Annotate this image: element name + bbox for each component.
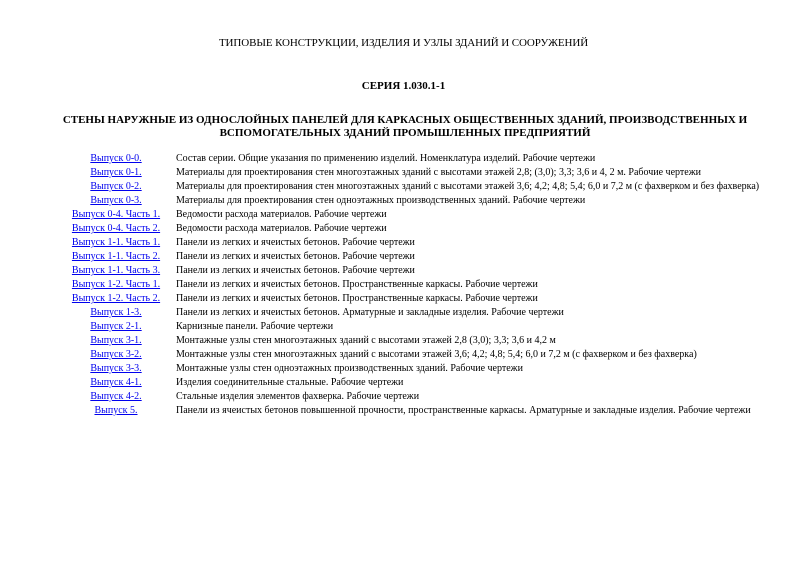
issue-link[interactable]: Выпуск 1-2. Часть 1.	[71, 279, 161, 290]
issue-description: Панели из легких и ячеистых бетонов. Пространственные каркасы. Рабочие чертежи	[176, 279, 538, 290]
table-row	[56, 363, 762, 377]
issues-table	[56, 153, 762, 419]
issue-description: Карнизные панели. Рабочие чертежи	[176, 321, 334, 332]
issue-description: Материалы для проектирования стен многоэтажных зданий с высотами этажей 2,8; (3,0); 3,3; 3,6 и 4, 2 м. Рабочие чертежи	[176, 167, 701, 178]
issue-link[interactable]: Выпуск 2-1.	[90, 321, 142, 332]
issue-link[interactable]: Выпуск 1-3.	[90, 307, 142, 318]
issue-link[interactable]: Выпуск 0-3.	[90, 195, 142, 206]
table-row	[56, 223, 762, 237]
issue-link[interactable]: Выпуск 1-1. Часть 1.	[71, 237, 161, 248]
issue-description: Состав серии. Общие указания по применению изделий. Номенклатура изделий. Рабочие чертежи	[176, 153, 596, 164]
table-row	[56, 405, 762, 419]
issue-description: Панели из легких и ячеистых бетонов. Пространственные каркасы. Рабочие чертежи	[176, 293, 538, 304]
issue-description: Стальные изделия элементов фахверка. Рабочие чертежи	[176, 391, 420, 402]
table-row	[56, 307, 762, 321]
table-row	[56, 209, 762, 223]
issue-description: Панели из легких и ячеистых бетонов. Арматурные и закладные изделия. Рабочие чертежи	[176, 307, 564, 318]
issue-link[interactable]: Выпуск 0-4. Часть 2.	[71, 223, 161, 234]
table-row	[56, 153, 762, 167]
issue-link[interactable]: Выпуск 1-1. Часть 2.	[71, 251, 161, 262]
table-row	[56, 335, 762, 349]
table-row	[56, 279, 762, 293]
issue-link[interactable]: Выпуск 0-0.	[90, 153, 142, 164]
issue-description: Панели из ячеистых бетонов повышенной прочности, пространственные каркасы. Арматурные и закладные изделия. Рабочие чертежи	[176, 405, 751, 416]
issue-link[interactable]: Выпуск 0-2.	[90, 181, 142, 192]
issue-description: Монтажные узлы стен одноэтажных производственных зданий. Рабочие чертежи	[176, 363, 523, 374]
issue-link[interactable]: Выпуск 0-4. Часть 1.	[71, 209, 161, 220]
issue-link[interactable]: Выпуск 4-1.	[90, 377, 142, 388]
issue-description: Монтажные узлы стен многоэтажных зданий с высотами этажей 2,8 (3,0); 3,3; 3,6 и 4,2 м	[176, 335, 556, 346]
issue-link[interactable]: Выпуск 5.	[94, 405, 138, 416]
table-row	[56, 237, 762, 251]
document-heading: СТЕНЫ НАРУЖНЫЕ ИЗ ОДНОСЛОЙНЫХ ПАНЕЛЕЙ ДЛЯ КАРКАСНЫХ ОБЩЕСТВЕННЫХ ЗДАНИЙ, ПРОИЗВОДСТВЕННЫХ И ВСПОМОГАТЕЛЬНЫХ ЗДАНИЙ ПРОМЫШЛЕННЫХ ПРЕДПРИЯТИЙ	[62, 114, 748, 139]
issue-description: Панели из легких и ячеистых бетонов. Рабочие чертежи	[176, 251, 415, 262]
issue-link[interactable]: Выпуск 4-2.	[90, 391, 142, 402]
series-number: СЕРИЯ 1.030.1-1	[361, 80, 446, 92]
table-row	[56, 293, 762, 307]
issue-link[interactable]: Выпуск 1-1. Часть 3.	[71, 265, 161, 276]
issue-description: Ведомости расхода материалов. Рабочие чертежи	[176, 223, 387, 234]
issue-description: Материалы для проектирования стен многоэтажных зданий с высотами этажей 3,6; 4,2; 4,8; 5,4; 6,0 и 7,2 м (с фахверком и без фахверка)	[176, 181, 760, 192]
issue-link[interactable]: Выпуск 3-1.	[90, 335, 142, 346]
table-row	[56, 349, 762, 363]
issue-description: Панели из легких и ячеистых бетонов. Рабочие чертежи	[176, 237, 415, 248]
table-row	[56, 251, 762, 265]
issue-description: Материалы для проектирования стен одноэтажных производственных зданий. Рабочие чертежи	[176, 195, 586, 206]
issue-description: Монтажные узлы стен многоэтажных зданий с высотами этажей 3,6; 4,2; 4,8; 5,4; 6,0 и 7,2 м (с фахверком и без фахверка)	[176, 349, 697, 360]
table-row	[56, 321, 762, 335]
issue-description: Изделия соединительные стальные. Рабочие чертежи	[176, 377, 404, 388]
issue-link[interactable]: Выпуск 0-1.	[90, 167, 142, 178]
table-row	[56, 167, 762, 181]
table-row	[56, 391, 762, 405]
table-row	[56, 265, 762, 279]
table-row	[56, 377, 762, 391]
table-row	[56, 195, 762, 209]
document-top-title: ТИПОВЫЕ КОНСТРУКЦИИ, ИЗДЕЛИЯ И УЗЛЫ ЗДАНИЙ И СООРУЖЕНИЙ	[218, 37, 589, 49]
issue-link[interactable]: Выпуск 3-2.	[90, 349, 142, 360]
issue-description: Панели из легких и ячеистых бетонов. Рабочие чертежи	[176, 265, 415, 276]
table-row	[56, 181, 762, 195]
issue-link[interactable]: Выпуск 1-2. Часть 2.	[71, 293, 161, 304]
issue-link[interactable]: Выпуск 3-3.	[90, 363, 142, 374]
issue-description: Ведомости расхода материалов. Рабочие чертежи	[176, 209, 387, 220]
